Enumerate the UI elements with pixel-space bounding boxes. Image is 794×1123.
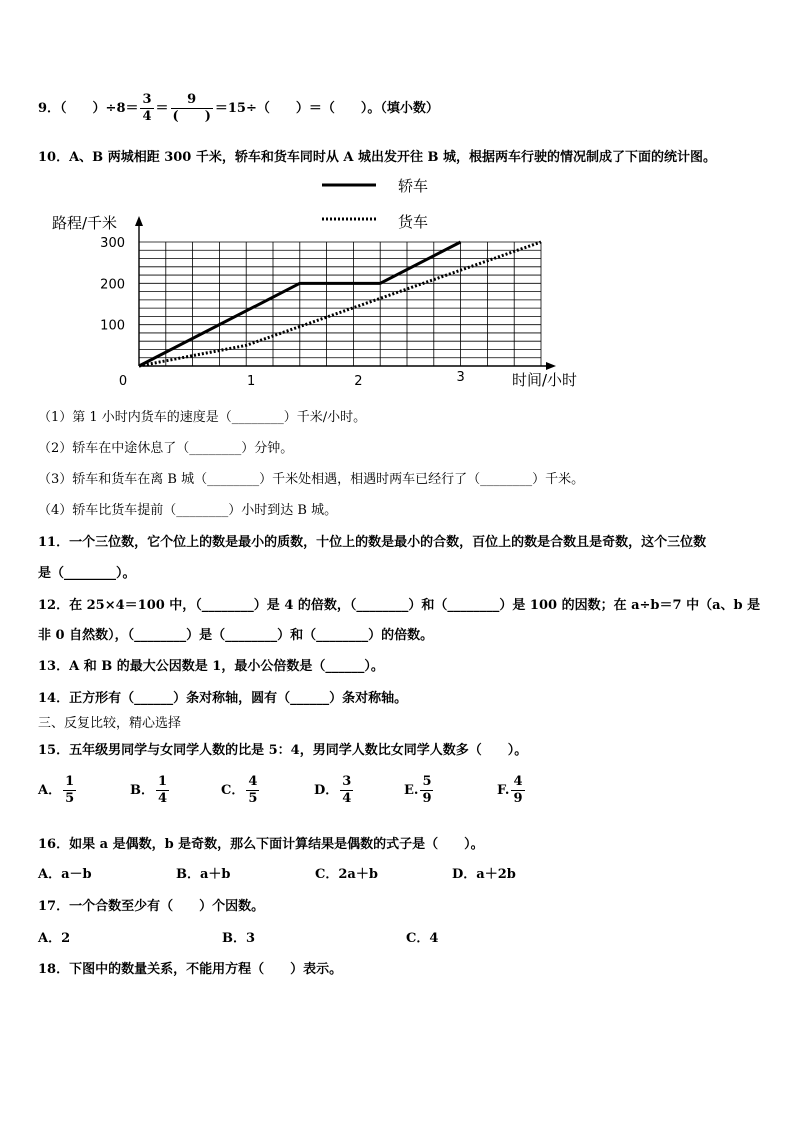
q10-sub-4: （4）轿车比货车提前（________）小时到达 B 城。 (38, 503, 338, 518)
y-axis-arrow (135, 216, 143, 226)
q9-prefix: 9．（ ）÷8＝ (38, 101, 139, 116)
q15-option-f-frac (511, 774, 524, 807)
q15-option-b-frac (156, 774, 169, 807)
q9-equals: ＝ (155, 101, 169, 116)
legend-label-sedan: 轿车 (398, 177, 429, 195)
x-tick-label: 0 (118, 374, 128, 389)
y-tick-label: 300 (100, 236, 125, 251)
q9-frac2-numerator: 9 (171, 92, 213, 109)
q10-sub-3: （3）轿车和货车在离 B 城（________）千米处相遇，相遇时两车已经行了（________）千米。 (38, 472, 585, 487)
q9-frac2-denominator: ( ) (172, 109, 211, 124)
q15-option-f (497, 774, 527, 807)
question-14: 14．正方形有（______）条对称轴，圆有（______）条对称轴。 (38, 691, 408, 706)
series-line-truck (139, 242, 541, 366)
q11-line-2: 是（________）。 (38, 566, 136, 581)
q17-option-b: B．3 (222, 931, 256, 946)
q15-option-d (314, 774, 355, 807)
q15-option-e-frac (420, 774, 433, 807)
x-tick-label: 1 (247, 374, 256, 389)
q15-option-b-num: 1 (158, 774, 168, 789)
q15-option-c (221, 774, 261, 807)
x-tick-label: 3 (456, 370, 465, 385)
x-axis-arrow (546, 362, 556, 370)
q15-option-e (404, 774, 435, 807)
q16-option-c: C．2a＋b (315, 867, 378, 882)
q15-option-b (130, 774, 171, 807)
q15-option-d-den: 4 (342, 791, 352, 806)
question-16: 16．如果 a 是偶数，b 是奇数，那么下面计算结果是偶数的式子是（ ）。 (38, 837, 484, 852)
y-axis-label: 路程/千米 (52, 214, 118, 232)
q15-option-a-den: 5 (65, 791, 75, 806)
q10-sub-1: （1）第 1 小时内货车的速度是（________）千米/小时。 (38, 410, 367, 425)
question-18: 18．下图中的数量关系，不能用方程（ ）表示。 (38, 962, 343, 977)
question-10: 10．A、B 两城相距 300 千米，轿车和货车同时从 A 城出发开往 B 城，根据两车行驶的情况制成了下面的统计图。 (38, 150, 717, 165)
question-17: 17．一个合数至少有（ ）个因数。 (38, 899, 265, 914)
q15-option-f-num: 4 (513, 774, 523, 789)
q15-option-c-den: 5 (248, 791, 258, 806)
chart-legend (322, 177, 428, 231)
q17-option-c: C．4 (406, 931, 439, 946)
x-tick-label: 2 (354, 374, 363, 389)
q15-option-a-num: 1 (65, 774, 75, 789)
section-3-heading: 三、反复比较，精心选择 (38, 716, 182, 731)
q11-line-1: 11．一个三位数，它个位上的数是最小的质数，十位上的数是最小的合数，百位上的数是合数且是奇数，这个三位数 (38, 535, 707, 550)
q15-option-a (38, 774, 78, 807)
q15-option-a-frac (63, 774, 76, 807)
q16-option-b: B．a＋b (176, 867, 231, 882)
q15-option-f-den: 9 (513, 791, 523, 806)
q15-option-a-label: A． (38, 783, 62, 798)
q12-line-2: 非 0 自然数），（________）是（________）和（________）的倍数。 (38, 628, 434, 643)
y-tick-label: 200 (100, 277, 125, 293)
q12-line-1: 12．在 25×4＝100 中，（________）是 4 的倍数，（________）和（________）是 100 的因数；在 a÷b＝7 中（a、b 是 (38, 598, 761, 613)
q9-suffix: ＝15÷（ ）＝（ ）。（填小数） (214, 101, 439, 116)
chart-series (139, 242, 541, 366)
chart-axes (135, 216, 556, 370)
q15-option-f-label: F. (497, 783, 510, 798)
q15-option-c-frac (246, 774, 259, 807)
q15-option-b-label: B． (130, 783, 154, 798)
q15-option-d-num: 3 (342, 774, 352, 789)
q9-frac1-denominator: 4 (142, 109, 152, 124)
q15-option-c-num: 4 (248, 774, 258, 789)
q15-option-b-den: 4 (158, 791, 168, 806)
legend-label-truck: 货车 (398, 213, 429, 231)
q15-option-e-label: E. (404, 783, 419, 798)
x-axis-label: 时间/小时 (512, 371, 578, 389)
q17-option-a: A．2 (38, 931, 71, 946)
chart-grid (139, 242, 541, 366)
question-15: 15．五年级男同学与女同学人数的比是 5：4，男同学人数比女同学人数多（ ）。 (38, 743, 528, 758)
q15-option-e-num: 5 (422, 774, 432, 789)
question-13: 13．A 和 B 的最大公因数是 1，最小公倍数是（______）。 (38, 659, 384, 674)
y-tick-label: 100 (100, 318, 125, 334)
q15-option-d-label: D． (314, 783, 339, 798)
q10-sub-2: （2）轿车在中途休息了（________）分钟。 (38, 441, 294, 456)
q16-option-a: A．a－b (38, 867, 92, 882)
q16-option-d: D．a＋2b (452, 867, 516, 882)
q15-option-e-den: 9 (422, 791, 432, 806)
q9-frac1-numerator: 3 (142, 92, 152, 107)
q15-option-c-label: C． (221, 783, 245, 798)
q15-option-d-frac (340, 774, 353, 807)
